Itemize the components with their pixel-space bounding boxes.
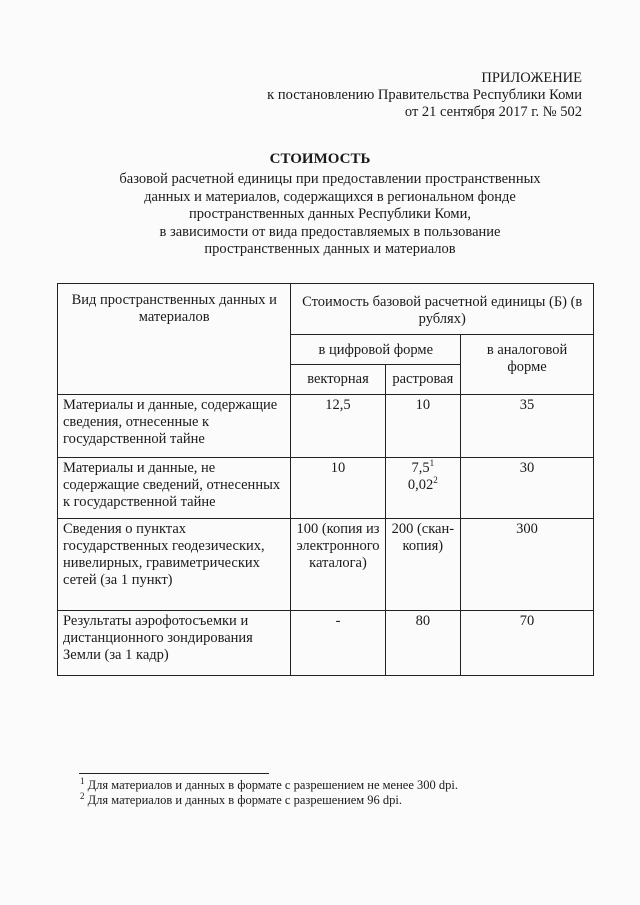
header-vector: векторная [291,365,385,395]
row-name: Материалы и данные, содержащие сведения, отнесенные к государственной тайне [58,395,291,458]
row-name: Результаты аэрофотосъемки и дистанционного зондирования Земли (за 1 кадр) [58,611,291,676]
footnote-ref: 2 [433,475,438,486]
row-analog: 300 [461,519,594,611]
cost-table [57,283,594,676]
subtitle-line: пространственных данных и материалов [204,241,456,257]
row-vector: 12,5 [291,395,385,458]
row-raster [385,458,461,519]
document-subtitle [95,171,565,259]
raster-value: 7,5 [411,460,430,476]
footnote [80,790,402,807]
row-name: Сведения о пунктах государственных геодезических, нивелирных, гравиметрических сетей (за 1 пункт) [58,519,291,611]
row-analog: 30 [461,458,594,519]
appendix-label: ПРИЛОЖЕНИЕ [481,70,582,86]
resolution-date: от 21 сентября 2017 г. № 502 [404,104,582,120]
resolution-reference: к постановлению Правительства Республики Коми [267,87,582,103]
table-row [58,519,594,611]
table-row [58,395,594,458]
row-vector: 100 (копия из электронного каталога) [291,519,385,611]
row-vector: - [291,611,385,676]
subtitle-line: базовой расчетной единицы при предоставлении пространственных [119,171,541,187]
header-cost: Стоимость базовой расчетной единицы (Б) (в рублях) [291,284,594,335]
footnote [80,775,458,792]
table-row [58,611,594,676]
footnote-mark: 2 [80,790,85,801]
row-raster: 200 (скан-копия) [385,519,461,611]
footnote-divider [79,773,269,774]
header-analog: в аналоговой форме [461,335,594,395]
row-analog: 35 [461,395,594,458]
header-digital: в цифровой форме [291,335,461,365]
row-vector: 10 [291,458,385,519]
subtitle-line: данных и материалов, содержащихся в региональном фонде [144,188,516,205]
table-row [58,458,594,519]
row-analog: 70 [461,611,594,676]
header-data-type: Вид пространственных данных и материалов [58,284,291,395]
row-raster: 10 [385,395,461,458]
subtitle-line: в зависимости от вида предоставляемых в пользование [159,223,501,240]
document-title: СТОИМОСТЬ [269,151,371,167]
footnote-text: Для материалов и данных в формате с разрешением 96 dpi. [87,793,402,807]
table-header-row [58,284,594,335]
footnote-mark: 1 [80,775,85,786]
header-raster: растровая [385,365,461,395]
row-name: Материалы и данные, не содержащие сведений, отнесенных к государственной тайне [58,458,291,519]
subtitle-line: пространственных данных Республики Коми, [189,206,471,222]
raster-value-96dpi: 0,02 [407,477,434,493]
footnote-text: Для материалов и данных в формате с разрешением не менее 300 dpi. [87,778,458,792]
row-raster: 80 [385,611,461,676]
footnote-ref: 1 [429,458,435,469]
